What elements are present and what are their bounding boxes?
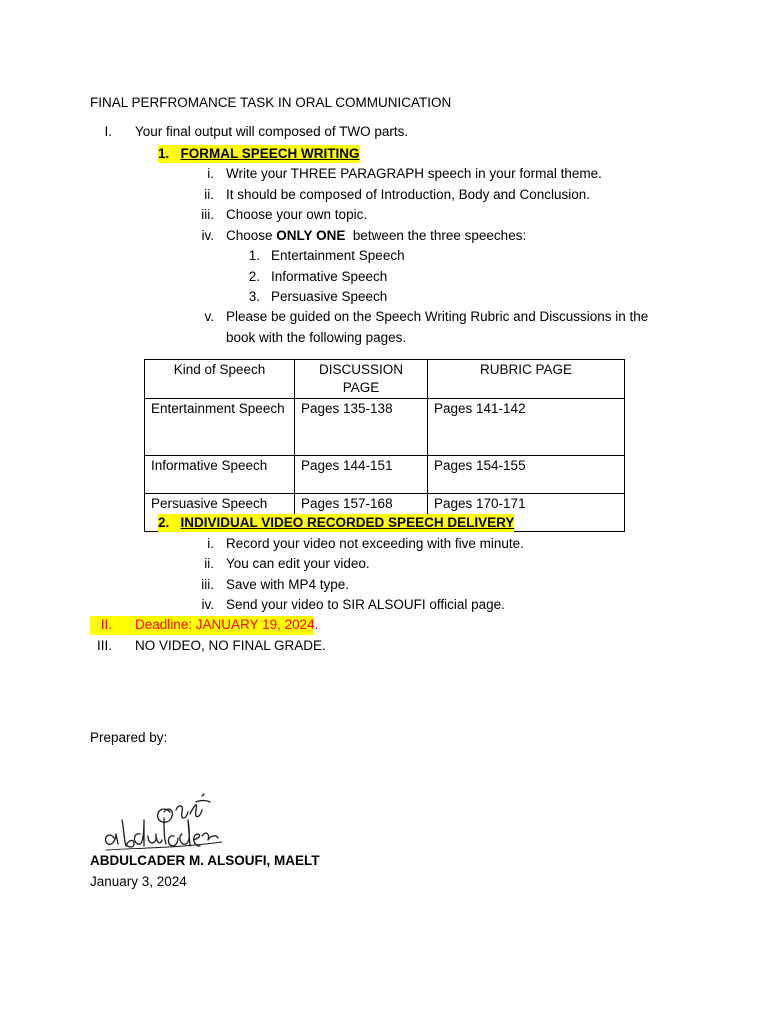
section-1-title: FORMAL SPEECH WRITING xyxy=(180,146,360,161)
choose-prefix: Choose xyxy=(226,228,277,243)
list-item-number: i. xyxy=(207,536,214,551)
speech-type-number: 1. xyxy=(248,248,260,263)
part-3-numeral: III. xyxy=(96,638,112,653)
table-cell: Pages 157-168 xyxy=(295,494,428,532)
table-header-row xyxy=(145,360,625,399)
table-cell: Pages 135-138 xyxy=(295,399,428,456)
list-item-text: Choose your own topic. xyxy=(226,207,368,222)
part-2-numeral: II. xyxy=(100,617,112,632)
signature xyxy=(98,790,238,860)
column-header: DISCUSSION PAGE xyxy=(295,360,428,399)
list-item-text: Record your video not exceeding with five minute. xyxy=(226,536,524,551)
list-item-text xyxy=(226,227,526,245)
pages-table xyxy=(144,359,625,532)
table-cell: Pages 144-151 xyxy=(295,456,428,494)
section-1-heading xyxy=(158,145,360,163)
table-row xyxy=(145,399,625,456)
table-row xyxy=(145,456,625,494)
table-cell: Informative Speech xyxy=(145,456,295,494)
list-item-text: Save with MP4 type. xyxy=(226,577,350,592)
only-one-emphasis: ONLY ONE xyxy=(276,228,346,243)
table-cell: Entertainment Speech xyxy=(145,399,295,456)
section-2-heading xyxy=(158,514,514,532)
prepared-by-label: Prepared by: xyxy=(90,730,168,745)
part-1-text: Your final output will composed of TWO parts. xyxy=(135,124,409,139)
speech-type-number: 3. xyxy=(248,289,260,304)
list-item-text: Write your THREE PARAGRAPH speech in your formal theme. xyxy=(226,166,602,181)
list-item-number: ii. xyxy=(204,556,214,571)
section-1-number: 1. xyxy=(158,146,170,161)
part-1-numeral: I. xyxy=(104,124,112,139)
list-item-text: It should be composed of Introduction, Body and Conclusion. xyxy=(226,187,590,202)
section-2-number: 2. xyxy=(158,515,170,530)
list-item-number: iii. xyxy=(201,207,214,222)
list-item-number: i. xyxy=(207,166,214,181)
speech-type-label: Informative Speech xyxy=(271,269,388,284)
table-cell: Persuasive Speech xyxy=(145,494,295,532)
list-item-number: iv. xyxy=(201,228,214,243)
speech-type-label: Persuasive Speech xyxy=(271,289,388,304)
list-item-text: You can edit your video. xyxy=(226,556,370,571)
speech-type-label: Entertainment Speech xyxy=(271,248,405,263)
part-3-text: NO VIDEO, NO FINAL GRADE. xyxy=(135,638,326,653)
list-item-number: ii. xyxy=(204,187,214,202)
document-title: FINAL PERFROMANCE TASK IN ORAL COMMUNICATION xyxy=(90,95,452,110)
list-item-text: Send your video to SIR ALSOUFI official page. xyxy=(226,597,505,612)
table-cell: Pages 170-171 xyxy=(428,494,625,532)
speech-type-number: 2. xyxy=(248,269,260,284)
choose-suffix: between the three speeches: xyxy=(345,228,527,243)
list-item-number: iv. xyxy=(201,597,214,612)
document-date: January 3, 2024 xyxy=(90,874,187,889)
list-item-number: v. xyxy=(204,309,214,324)
author-name: ABDULCADER M. ALSOUFI, MAELT xyxy=(90,853,320,868)
deadline-text: Deadline: JANUARY 19, 2024. xyxy=(135,617,319,632)
list-item-text-continued: book with the following pages. xyxy=(226,330,407,345)
section-2-title: INDIVIDUAL VIDEO RECORDED SPEECH DELIVERY xyxy=(180,515,515,530)
column-header: Kind of Speech xyxy=(145,360,295,399)
table-cell: Pages 141-142 xyxy=(428,399,625,456)
list-item-number: iii. xyxy=(201,577,214,592)
list-item-text: Please be guided on the Speech Writing Rubric and Discussions in the xyxy=(226,309,649,324)
column-header: RUBRIC PAGE xyxy=(428,360,625,399)
table-cell: Pages 154-155 xyxy=(428,456,625,494)
